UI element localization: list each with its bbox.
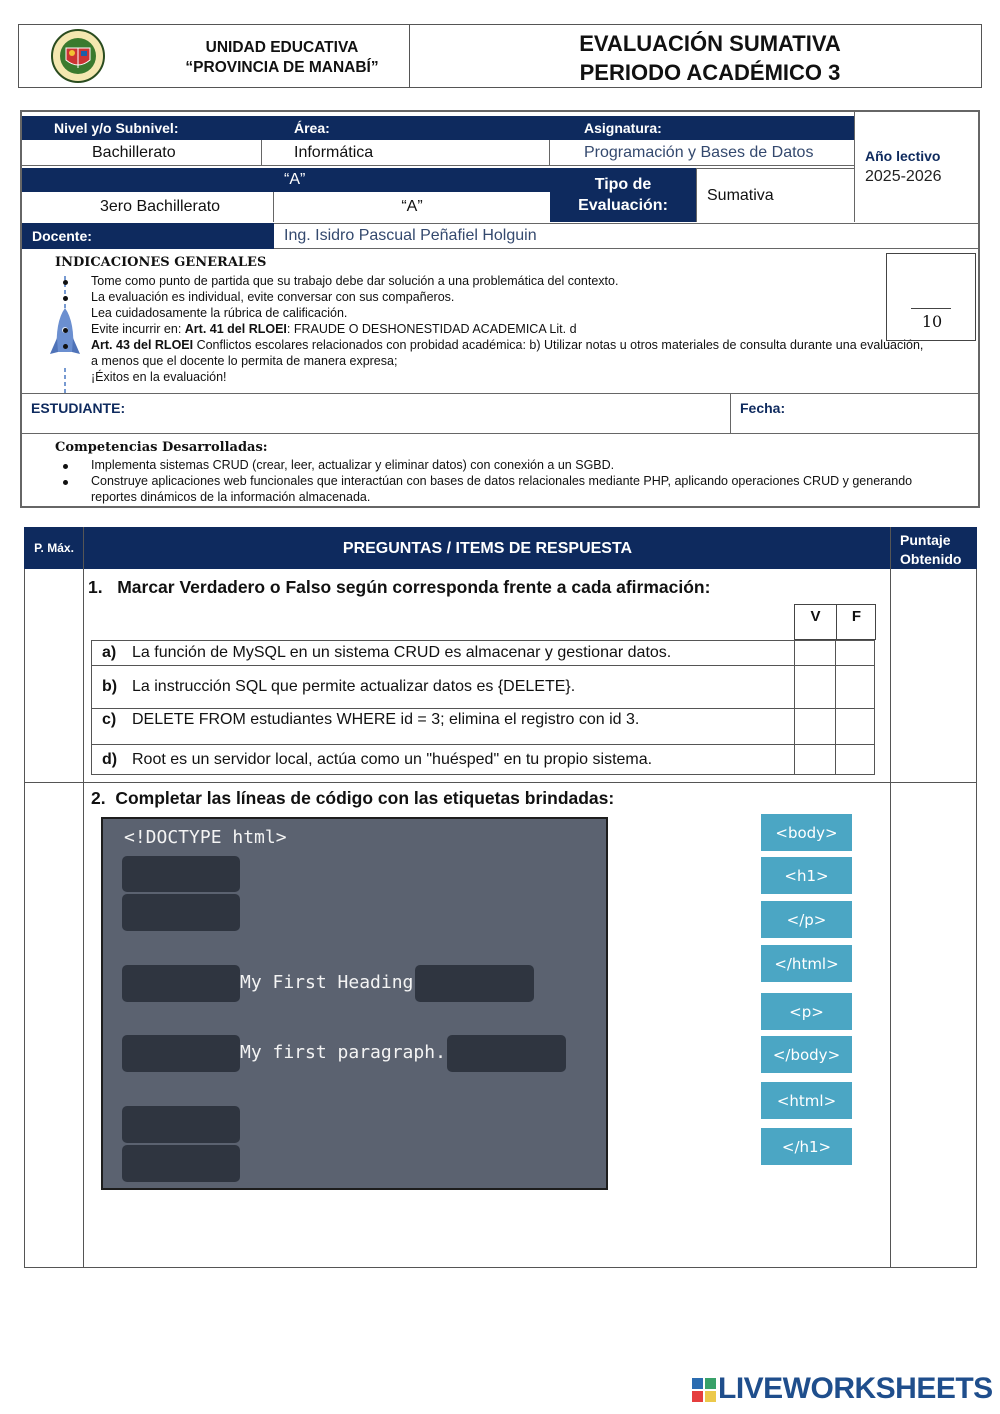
tf-text: DELETE FROM estudiantes WHERE id = 3; elimina el registro con id 3. <box>132 711 640 728</box>
anio-label: Año lectivo <box>865 148 941 164</box>
score-blank-line[interactable] <box>911 308 951 309</box>
tipo-label-cell <box>550 168 696 222</box>
tf-letter: a) <box>102 644 117 661</box>
tf-text: La función de MySQL en un sistema CRUD es almacenar y gestionar datos. <box>132 644 672 661</box>
drag-tag-body-close[interactable]: </body> <box>761 1036 852 1073</box>
tipo-value-cell <box>696 168 854 222</box>
paralelo-value: “A” <box>401 198 423 215</box>
row-divider <box>24 782 977 783</box>
drop-slot[interactable] <box>122 965 240 1002</box>
paralelo-value-cell <box>274 192 550 222</box>
area-label: Área: <box>294 120 330 136</box>
bullet-icon <box>63 344 68 349</box>
indicacion-6: a menos que el docente lo permita de manera expresa; <box>91 354 398 368</box>
evaluation-title <box>420 29 1000 87</box>
curso-label-cell <box>22 168 274 192</box>
tf-checkbox-v[interactable] <box>794 641 836 665</box>
nivel-label: Nivel y/o Subnivel: <box>54 120 179 136</box>
tipo-label-2: Evaluación: <box>578 197 668 214</box>
q1-title-text: Marcar Verdadero o Falso según corresponda frente a cada afirmación: <box>117 577 711 597</box>
drag-tag-p-open[interactable]: <p> <box>761 993 852 1030</box>
title-line1: EVALUACIÓN SUMATIVA <box>579 31 841 56</box>
q1-number: 1. <box>88 577 103 597</box>
paralelo-header-cell <box>274 168 550 192</box>
curso-value-cell <box>22 192 274 222</box>
col-puntaje <box>900 531 961 569</box>
tipo-label-1: Tipo de <box>594 176 652 193</box>
code-editor <box>101 817 608 1190</box>
school-seal-logo <box>50 28 106 84</box>
tf-checkbox-f[interactable] <box>836 745 876 774</box>
student-row <box>22 393 978 434</box>
drop-slot[interactable] <box>447 1035 566 1072</box>
school-name <box>150 38 414 78</box>
code-paragraph: My first paragraph. <box>240 1042 446 1063</box>
estudiante-label: ESTUDIANTE: <box>31 400 126 416</box>
nivel-value: Bachillerato <box>92 143 176 161</box>
tf-checkbox-v[interactable] <box>794 745 836 774</box>
school-line1: UNIDAD EDUCATIVA <box>205 39 359 56</box>
bullet-icon <box>63 280 68 285</box>
drag-tag-body-open[interactable]: <body> <box>761 814 852 851</box>
tf-item <box>91 708 875 745</box>
indicacion-5 <box>91 338 923 352</box>
tf-letter: b) <box>102 678 118 695</box>
drag-tag-html-open[interactable]: <html> <box>761 1082 852 1119</box>
docente-value: Ing. Isidro Pascual Peñafiel Holguin <box>284 227 537 244</box>
bullet-icon <box>63 480 68 485</box>
tf-letter: d) <box>102 750 118 768</box>
school-line2: “PROVINCIA DE MANABÍ” <box>185 59 379 76</box>
indicacion-1: Tome como punto de partida que su trabajo debe dar solución a una problemática del contexto. <box>91 274 619 288</box>
area-value-cell <box>262 140 550 166</box>
docente-value-cell <box>274 223 978 249</box>
drop-slot[interactable] <box>122 1106 240 1143</box>
tf-checkbox-f[interactable] <box>836 641 876 665</box>
indicacion-2: La evaluación es individual, evite conversar con sus compañeros. <box>91 290 455 304</box>
vf-header <box>794 604 876 640</box>
code-heading: My First Heading <box>240 972 414 993</box>
drag-tag-h1-close[interactable]: </h1> <box>761 1128 852 1165</box>
drop-slot[interactable] <box>122 856 240 892</box>
indicacion-3: Lea cuidadosamente la rúbrica de calificación. <box>91 306 348 320</box>
drop-slot[interactable] <box>122 1145 240 1182</box>
tf-text: Root es un servidor local, actúa como un "huésped" en tu propio sistema. <box>132 750 653 768</box>
asignatura-value-cell <box>550 140 854 166</box>
student-divider <box>730 394 731 434</box>
indicacion-4-bold: Art. 41 del RLOEI <box>184 322 287 336</box>
docente-label: Docente: <box>32 228 92 244</box>
score-total: 10 <box>921 312 943 331</box>
competencia-2-line1: Construye aplicaciones web funcionales que interactúan con bases de datos relacionales mediante PHP, aplicando operaciones CRUD y generando <box>91 474 913 488</box>
indicacion-4 <box>91 322 577 336</box>
tipo-value: Sumativa <box>707 186 774 204</box>
area-value: Informática <box>294 143 374 161</box>
competencia-2-line2: reportes dinámicos de la información almacenada. <box>91 490 371 504</box>
tf-letter: c) <box>102 711 117 728</box>
bullet-icon <box>63 464 68 469</box>
tf-checkbox-f[interactable] <box>836 709 876 744</box>
drag-tag-html-close[interactable]: </html> <box>761 945 852 982</box>
liveworksheets-logo-icon <box>692 1378 716 1402</box>
score-box <box>886 253 976 341</box>
col-pmax: P. Máx. <box>34 541 74 555</box>
drag-tag-h1-open[interactable]: <h1> <box>761 857 852 894</box>
indicacion-4-pre: Evite incurrir en: <box>91 322 185 336</box>
tf-item <box>91 744 875 775</box>
col-puntaje-2: Obtenido <box>900 551 962 567</box>
bullet-icon <box>63 296 68 301</box>
tf-item <box>91 640 875 666</box>
nivel-value-cell <box>22 140 262 166</box>
drop-slot[interactable] <box>415 965 534 1002</box>
competencias-title: Competencias Desarrolladas: <box>55 440 268 455</box>
q2-number: 2. <box>91 788 106 808</box>
code-doctype: <!DOCTYPE html> <box>124 827 287 848</box>
col-divider-right <box>890 527 891 1268</box>
indicacion-4-post: : FRAUDE O DESHONESTIDAD ACADEMICA Lit. d <box>286 322 577 336</box>
col-preguntas: PREGUNTAS / ITEMS DE RESPUESTA <box>342 540 633 557</box>
asignatura-label-cell <box>550 116 854 140</box>
col-puntaje-1: Puntaje <box>900 532 951 548</box>
competencia-1: Implementa sistemas CRUD (crear, leer, actualizar y eliminar datos) con conexión a un SGBD. <box>91 458 615 472</box>
paralelo-header: “A” <box>284 171 306 188</box>
indicacion-5-post: Conflictos escolares relacionados con probidad académica: b) Utilizar notas u otros materiales de consulta durante una evaluación, <box>193 338 924 352</box>
asignatura-label: Asignatura: <box>584 120 662 136</box>
tf-checkbox-v[interactable] <box>794 709 836 744</box>
anio-cell <box>854 112 978 222</box>
title-line2: PERIODO ACADÉMICO 3 <box>579 60 841 85</box>
drop-slot[interactable] <box>122 894 240 931</box>
fecha-label: Fecha: <box>740 400 786 416</box>
anio-value: 2025-2026 <box>865 168 942 185</box>
curso-value: 3ero Bachillerato <box>100 198 221 215</box>
drag-tag-p-close[interactable]: </p> <box>761 901 852 938</box>
nivel-label-cell <box>22 116 262 140</box>
q1-title <box>88 577 710 598</box>
info-block <box>20 110 980 508</box>
col-divider-left <box>83 527 84 1268</box>
col-f: F <box>851 608 862 625</box>
col-v: V <box>810 608 821 625</box>
drop-slot[interactable] <box>122 1035 240 1072</box>
indicacion-5-bold: Art. 43 del RLOEI <box>91 338 194 352</box>
liveworksheets-brand[interactable]: LIVEWORKSHEETS <box>718 1372 993 1405</box>
q2-title-text: Completar las líneas de código con las etiquetas brindadas: <box>115 788 615 808</box>
tf-checkbox-f[interactable] <box>836 666 876 708</box>
bullet-icon <box>63 328 68 333</box>
area-label-cell <box>262 116 550 140</box>
indicaciones-title: INDICACIONES GENERALES <box>55 255 267 270</box>
tf-checkbox-v[interactable] <box>794 666 836 708</box>
asignatura-value: Programación y Bases de Datos <box>584 143 814 161</box>
tf-text: La instrucción SQL que permite actualizar datos es {DELETE}. <box>132 678 576 695</box>
rocket-icon <box>48 272 82 396</box>
tf-item <box>91 665 875 709</box>
indicacion-7: ¡Éxitos en la evaluación! <box>91 370 227 384</box>
docente-label-cell <box>22 223 274 249</box>
q2-title <box>91 788 614 809</box>
